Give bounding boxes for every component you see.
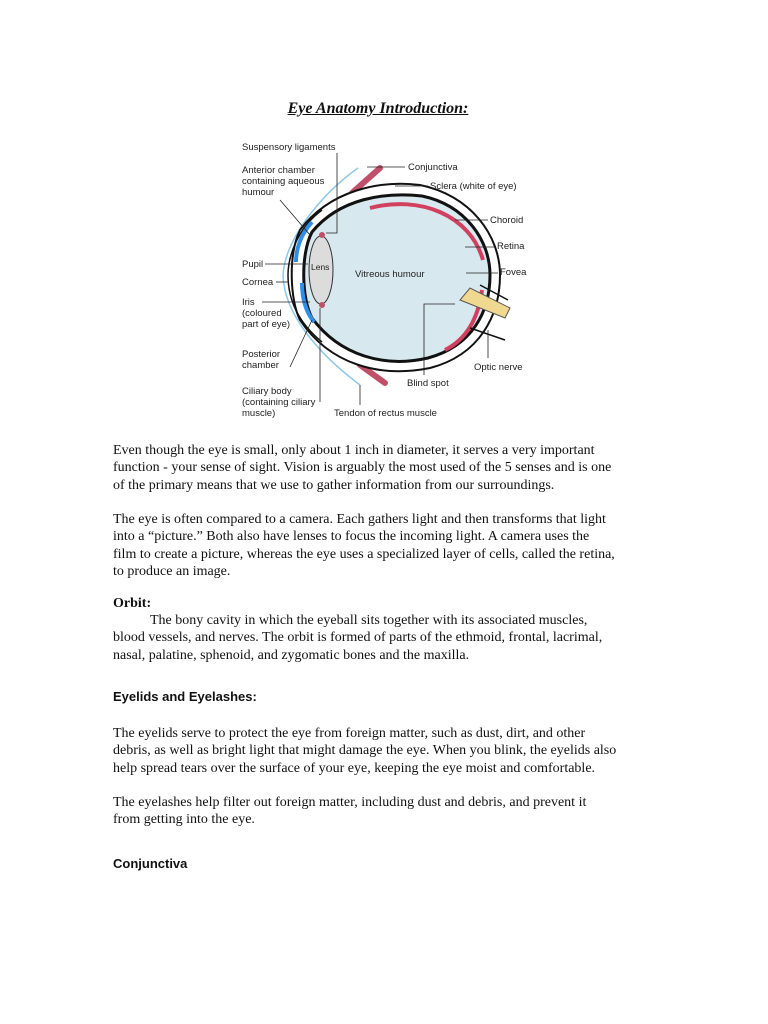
ciliary-bottom <box>319 302 325 308</box>
text-line: Even though the eye is small, only about 1 inch in diameter, it serves a very important <box>113 443 595 458</box>
label-conjunctiva: Conjunctiva <box>408 162 458 173</box>
label-tendon: Tendon of rectus muscle <box>334 408 437 419</box>
text-line: debris, as well as bright light that might damage the eye. When you blink, the eyelids also <box>113 743 617 759</box>
text-line: of the primary means that we use to gather information from our surroundings. <box>113 477 555 493</box>
text-line: film to create a picture, whereas the eye uses a specialized layer of cells, called the retina, <box>113 546 615 562</box>
text-line: The eye is often compared to a camera. Each gathers light and then transforms that light <box>113 512 606 527</box>
text-line: from getting into the eye. <box>113 812 255 828</box>
label-fovea: Fovea <box>500 267 527 278</box>
label-iris: part of eye) <box>242 319 291 330</box>
label-anterior: Anterior chamber <box>242 165 315 176</box>
label-ciliary: Ciliary body <box>242 386 292 397</box>
label-retina: Retina <box>497 241 525 252</box>
text-line: blood vessels, and nerves. The orbit is formed of parts of the ethmoid, frontal, lacrimal, <box>113 630 603 646</box>
label-pupil: Pupil <box>242 259 264 270</box>
heading-orbit: Orbit: <box>113 596 152 611</box>
text-line: help spread tears over the surface of your eye, keeping the eye moist and comfortable. <box>113 760 596 776</box>
paragraph-eyelids <box>113 725 616 777</box>
label-suspensory: Suspensory ligaments <box>242 142 336 153</box>
label-ciliary: muscle) <box>242 408 276 419</box>
eye-anatomy-diagram <box>0 0 768 440</box>
label-iris: (coloured <box>242 308 282 319</box>
paragraph-eyelashes <box>113 794 586 829</box>
text-line: The eyelids serve to protect the eye from foreign matter, such as dust, dirt, and other <box>113 726 586 741</box>
label-blind-spot: Blind spot <box>407 378 449 389</box>
label-sclera: Sclera (white of eye) <box>430 181 517 192</box>
text-line: nasal, palatine, sphenoid, and zygomatic bones and the maxilla. <box>113 647 470 663</box>
ciliary-top <box>319 232 325 238</box>
heading-conjunctiva: Conjunctiva <box>113 856 188 871</box>
label-vitreous: Vitreous humour <box>355 269 425 280</box>
label-anterior: humour <box>242 187 275 198</box>
text-line: function - your sense of sight. Vision is arguably the most used of the 5 senses and is one <box>113 460 612 476</box>
page-title: Eye Anatomy Introduction: <box>287 100 469 117</box>
label-anterior: containing aqueous <box>242 176 325 187</box>
text-line: The eyelashes help filter out foreign matter, including dust and debris, and prevent it <box>113 795 587 810</box>
label-iris: Iris <box>242 297 255 308</box>
label-posterior: Posterior <box>242 349 281 360</box>
label-cornea: Cornea <box>242 277 274 288</box>
paragraph-orbit <box>113 612 602 664</box>
heading-eyelids: Eyelids and Eyelashes: <box>113 689 257 704</box>
paragraph-intro <box>113 442 611 494</box>
label-optic-nerve: Optic nerve <box>474 362 523 373</box>
text-line: to produce an image. <box>113 564 231 580</box>
label-choroid: Choroid <box>490 215 524 226</box>
label-ciliary: (containing ciliary <box>242 397 316 408</box>
text-line: The bony cavity in which the eyeball sits together with its associated muscles, <box>150 613 588 628</box>
label-lens: Lens <box>311 262 330 272</box>
paragraph-camera <box>113 511 615 581</box>
label-posterior: chamber <box>242 360 279 371</box>
text-line: into a “picture.” Both also have lenses to focus the incoming light. A camera uses the <box>113 529 590 545</box>
